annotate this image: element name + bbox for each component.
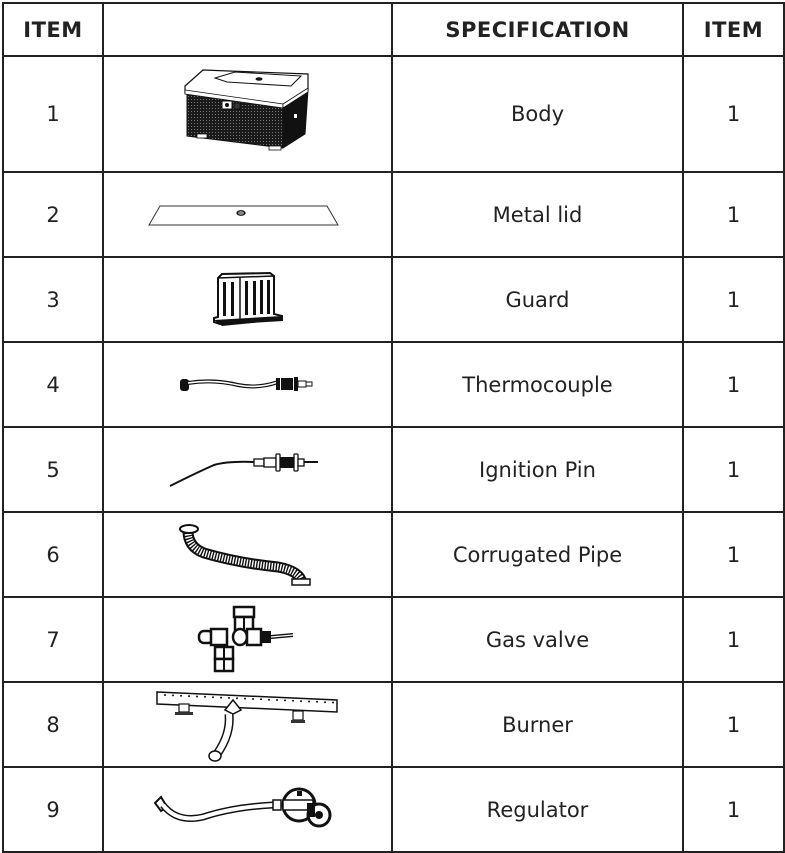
part-quantity: 1 <box>683 682 784 767</box>
part-image-cell <box>103 767 392 852</box>
part-specification: Burner <box>392 682 683 767</box>
table-row <box>3 682 784 767</box>
part-quantity: 1 <box>683 257 784 342</box>
part-specification: Gas valve <box>392 597 683 682</box>
item-number: 8 <box>3 682 103 767</box>
table-row <box>3 597 784 682</box>
part-quantity: 1 <box>683 427 784 512</box>
part-specification: Guard <box>392 257 683 342</box>
table-row <box>3 56 784 172</box>
table-row <box>3 427 784 512</box>
part-image-cell <box>103 257 392 342</box>
part-specification: Ignition Pin <box>392 427 683 512</box>
item-number: 1 <box>3 56 103 172</box>
table-row <box>3 342 784 427</box>
item-number: 9 <box>3 767 103 852</box>
item-number: 5 <box>3 427 103 512</box>
header-quantity: ITEM <box>683 3 784 56</box>
part-image-cell <box>103 512 392 597</box>
part-quantity: 1 <box>683 56 784 172</box>
item-number: 7 <box>3 597 103 682</box>
item-number: 2 <box>3 172 103 257</box>
table-row <box>3 767 784 852</box>
item-number: 6 <box>3 512 103 597</box>
thermocouple-icon <box>178 373 318 397</box>
part-quantity: 1 <box>683 512 784 597</box>
table-row <box>3 512 784 597</box>
fire-pit-body-icon <box>173 66 323 162</box>
item-number: 3 <box>3 257 103 342</box>
item-number: 4 <box>3 342 103 427</box>
part-image-cell <box>103 597 392 682</box>
part-specification: Metal lid <box>392 172 683 257</box>
part-image-cell <box>103 172 392 257</box>
part-image-cell <box>103 342 392 427</box>
regulator-icon <box>153 785 343 835</box>
table-row <box>3 172 784 257</box>
header-specification: SPECIFICATION <box>392 3 683 56</box>
part-quantity: 1 <box>683 172 784 257</box>
part-image-cell <box>103 682 392 767</box>
part-quantity: 1 <box>683 342 784 427</box>
part-specification: Corrugated Pipe <box>392 512 683 597</box>
gas-valve-icon <box>193 605 303 675</box>
guard-icon <box>208 270 288 330</box>
part-quantity: 1 <box>683 597 784 682</box>
part-image-cell <box>103 56 392 172</box>
table-row <box>3 257 784 342</box>
metal-lid-icon <box>148 200 348 230</box>
part-quantity: 1 <box>683 767 784 852</box>
ignition-pin-icon <box>168 450 328 490</box>
table-header-row <box>3 3 784 56</box>
header-item: ITEM <box>3 3 103 56</box>
burner-icon <box>153 686 343 764</box>
part-specification: Body <box>392 56 683 172</box>
part-image-cell <box>103 427 392 512</box>
part-specification: Regulator <box>392 767 683 852</box>
header-image <box>103 3 392 56</box>
parts-list-table <box>2 2 785 853</box>
part-specification: Thermocouple <box>392 342 683 427</box>
corrugated-pipe-icon <box>178 523 318 587</box>
